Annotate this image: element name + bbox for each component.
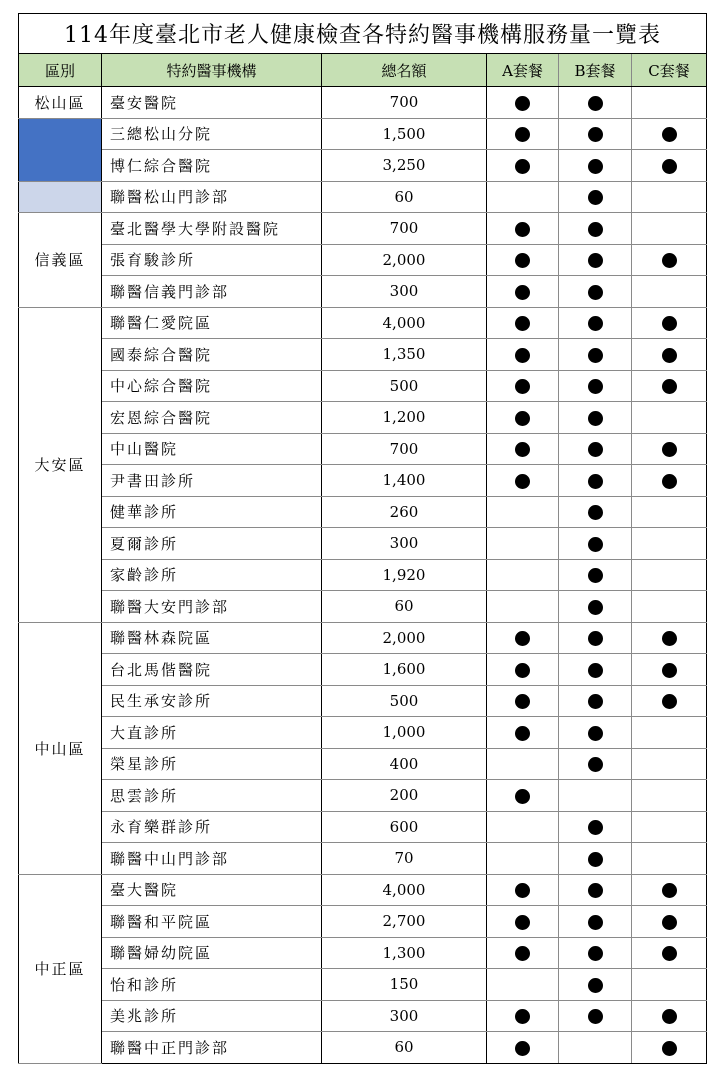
institution-name-cell[interactable]: 家齡診所 <box>102 559 322 591</box>
filled-circle-icon <box>515 253 530 268</box>
filled-circle-icon <box>588 915 603 930</box>
package-c-cell[interactable] <box>632 559 707 591</box>
institution-name-cell[interactable]: 夏爾診所 <box>102 528 322 560</box>
package-c-cell[interactable] <box>632 1000 707 1032</box>
table-row <box>19 654 707 686</box>
package-c-cell[interactable] <box>632 181 707 213</box>
total-quota-cell[interactable]: 4,000 <box>322 307 487 339</box>
table-row <box>19 1032 707 1064</box>
total-quota-cell[interactable]: 700 <box>322 433 487 465</box>
institution-name-cell[interactable]: 聯醫松山門診部 <box>102 181 322 213</box>
table-row <box>19 622 707 654</box>
package-b-cell[interactable] <box>559 150 632 182</box>
package-c-cell[interactable] <box>632 654 707 686</box>
table-row <box>19 874 707 906</box>
package-a-cell[interactable] <box>487 87 559 119</box>
district-cell-selected[interactable] <box>19 118 102 181</box>
table-row <box>19 969 707 1001</box>
filled-circle-icon <box>588 316 603 331</box>
package-c-cell[interactable] <box>632 213 707 245</box>
package-a-cell[interactable] <box>487 433 559 465</box>
district-cell[interactable]: 中山區 <box>19 622 102 874</box>
filled-circle-icon <box>515 222 530 237</box>
total-quota-cell[interactable]: 1,600 <box>322 654 487 686</box>
package-c-cell[interactable] <box>632 433 707 465</box>
institution-name-cell[interactable]: 聯醫和平院區 <box>102 906 322 938</box>
package-c-cell[interactable] <box>632 276 707 308</box>
table-title: 114年度臺北市老人健康檢查各特約醫事機構服務量一覽表 <box>19 14 707 54</box>
total-quota-cell[interactable]: 1,500 <box>322 118 487 150</box>
filled-circle-icon <box>515 379 530 394</box>
package-a-cell[interactable] <box>487 559 559 591</box>
package-a-cell[interactable] <box>487 244 559 276</box>
total-quota-cell[interactable]: 300 <box>322 1000 487 1032</box>
table-row <box>19 496 707 528</box>
package-a-cell[interactable] <box>487 150 559 182</box>
total-quota-cell[interactable]: 600 <box>322 811 487 843</box>
package-c-cell[interactable] <box>632 906 707 938</box>
filled-circle-icon <box>515 946 530 961</box>
table-row <box>19 118 707 150</box>
table-row <box>19 685 707 717</box>
package-c-cell[interactable] <box>632 874 707 906</box>
institution-name-cell[interactable]: 中心綜合醫院 <box>102 370 322 402</box>
table-row <box>19 1000 707 1032</box>
package-c-cell[interactable] <box>632 811 707 843</box>
package-b-cell[interactable] <box>559 559 632 591</box>
table-row <box>19 465 707 497</box>
package-c-cell[interactable] <box>632 591 707 623</box>
institution-name-cell[interactable]: 怡和診所 <box>102 969 322 1001</box>
package-a-cell[interactable] <box>487 370 559 402</box>
table-row <box>19 748 707 780</box>
institution-name-cell[interactable]: 民生承安診所 <box>102 685 322 717</box>
package-c-cell[interactable] <box>632 339 707 371</box>
filled-circle-icon <box>588 694 603 709</box>
total-quota-cell[interactable]: 200 <box>322 780 487 812</box>
package-c-cell[interactable] <box>632 496 707 528</box>
total-quota-cell[interactable]: 3,250 <box>322 150 487 182</box>
total-quota-cell[interactable]: 1,920 <box>322 559 487 591</box>
package-b-cell[interactable] <box>559 654 632 686</box>
total-quota-cell[interactable]: 1,000 <box>322 717 487 749</box>
package-c-cell[interactable] <box>632 1032 707 1064</box>
table-row <box>19 87 707 119</box>
filled-circle-icon <box>515 348 530 363</box>
institution-name-cell[interactable]: 聯醫大安門診部 <box>102 591 322 623</box>
district-cell[interactable]: 松山區 <box>19 87 102 119</box>
filled-circle-icon <box>662 1009 677 1024</box>
total-quota-cell[interactable]: 4,000 <box>322 874 487 906</box>
filled-circle-icon <box>662 127 677 142</box>
package-b-cell[interactable] <box>559 528 632 560</box>
table-row <box>19 150 707 182</box>
filled-circle-icon <box>515 631 530 646</box>
package-b-cell[interactable] <box>559 339 632 371</box>
package-a-cell[interactable] <box>487 748 559 780</box>
package-c-cell[interactable] <box>632 717 707 749</box>
package-c-cell[interactable] <box>632 118 707 150</box>
package-a-cell[interactable] <box>487 402 559 434</box>
filled-circle-icon <box>515 663 530 678</box>
filled-circle-icon <box>662 159 677 174</box>
filled-circle-icon <box>515 883 530 898</box>
filled-circle-icon <box>662 946 677 961</box>
total-quota-cell[interactable]: 150 <box>322 969 487 1001</box>
header-row <box>19 54 707 87</box>
filled-circle-icon <box>588 253 603 268</box>
total-quota-cell[interactable]: 260 <box>322 496 487 528</box>
package-a-cell[interactable] <box>487 622 559 654</box>
package-b-cell[interactable] <box>559 906 632 938</box>
header-package-c: C套餐 <box>632 54 707 87</box>
district-cell[interactable]: 信義區 <box>19 213 102 308</box>
package-b-cell[interactable] <box>559 969 632 1001</box>
table-row <box>19 213 707 245</box>
institution-name-cell[interactable]: 博仁綜合醫院 <box>102 150 322 182</box>
filled-circle-icon <box>588 285 603 300</box>
filled-circle-icon <box>588 348 603 363</box>
filled-circle-icon <box>588 978 603 993</box>
package-a-cell[interactable] <box>487 969 559 1001</box>
filled-circle-icon <box>588 663 603 678</box>
package-a-cell[interactable] <box>487 118 559 150</box>
filled-circle-icon <box>515 726 530 741</box>
package-a-cell[interactable] <box>487 906 559 938</box>
total-quota-cell[interactable]: 60 <box>322 1032 487 1064</box>
total-quota-cell[interactable]: 2,000 <box>322 244 487 276</box>
package-b-cell[interactable] <box>559 307 632 339</box>
filled-circle-icon <box>588 190 603 205</box>
package-a-cell[interactable] <box>487 843 559 875</box>
package-b-cell[interactable] <box>559 433 632 465</box>
table-row <box>19 906 707 938</box>
package-a-cell[interactable] <box>487 213 559 245</box>
package-a-cell[interactable] <box>487 591 559 623</box>
filled-circle-icon <box>588 757 603 772</box>
package-c-cell[interactable] <box>632 402 707 434</box>
filled-circle-icon <box>515 442 530 457</box>
package-a-cell[interactable] <box>487 307 559 339</box>
package-a-cell[interactable] <box>487 1000 559 1032</box>
filled-circle-icon <box>588 820 603 835</box>
package-c-cell[interactable] <box>632 150 707 182</box>
table-row <box>19 559 707 591</box>
filled-circle-icon <box>588 411 603 426</box>
district-cell-selected-light[interactable] <box>19 181 102 213</box>
institution-name-cell[interactable]: 大直診所 <box>102 717 322 749</box>
package-c-cell[interactable] <box>632 843 707 875</box>
total-quota-cell[interactable]: 60 <box>322 591 487 623</box>
filled-circle-icon <box>588 442 603 457</box>
table-row <box>19 717 707 749</box>
institution-name-cell[interactable]: 三總松山分院 <box>102 118 322 150</box>
package-a-cell[interactable] <box>487 654 559 686</box>
total-quota-cell[interactable]: 1,350 <box>322 339 487 371</box>
filled-circle-icon <box>588 631 603 646</box>
table-row <box>19 244 707 276</box>
package-a-cell[interactable] <box>487 339 559 371</box>
filled-circle-icon <box>662 348 677 363</box>
total-quota-cell[interactable]: 60 <box>322 181 487 213</box>
institution-name-cell[interactable]: 尹書田診所 <box>102 465 322 497</box>
filled-circle-icon <box>515 411 530 426</box>
package-a-cell[interactable] <box>487 811 559 843</box>
district-cell[interactable]: 大安區 <box>19 307 102 622</box>
table-row <box>19 811 707 843</box>
filled-circle-icon <box>588 883 603 898</box>
package-b-cell[interactable] <box>559 591 632 623</box>
package-b-cell[interactable] <box>559 213 632 245</box>
package-b-cell[interactable] <box>559 811 632 843</box>
filled-circle-icon <box>662 915 677 930</box>
institution-name-cell[interactable]: 聯醫仁愛院區 <box>102 307 322 339</box>
table-row <box>19 528 707 560</box>
filled-circle-icon <box>588 474 603 489</box>
filled-circle-icon <box>588 379 603 394</box>
filled-circle-icon <box>515 789 530 804</box>
package-c-cell[interactable] <box>632 748 707 780</box>
service-volume-table-container <box>18 13 706 1064</box>
table-body <box>19 87 707 1064</box>
filled-circle-icon <box>662 631 677 646</box>
package-b-cell[interactable] <box>559 118 632 150</box>
package-b-cell[interactable] <box>559 370 632 402</box>
institution-name-cell[interactable]: 張育駿診所 <box>102 244 322 276</box>
filled-circle-icon <box>662 663 677 678</box>
filled-circle-icon <box>515 159 530 174</box>
institution-name-cell[interactable]: 宏恩綜合醫院 <box>102 402 322 434</box>
filled-circle-icon <box>588 852 603 867</box>
header-district: 區別 <box>19 54 102 87</box>
package-c-cell[interactable] <box>632 465 707 497</box>
package-a-cell[interactable] <box>487 685 559 717</box>
header-package-b: B套餐 <box>559 54 632 87</box>
filled-circle-icon <box>588 1009 603 1024</box>
package-c-cell[interactable] <box>632 244 707 276</box>
total-quota-cell[interactable]: 1,400 <box>322 465 487 497</box>
package-b-cell[interactable] <box>559 465 632 497</box>
district-cell[interactable]: 中正區 <box>19 874 102 1063</box>
filled-circle-icon <box>515 1041 530 1056</box>
package-a-cell[interactable] <box>487 181 559 213</box>
table-row <box>19 181 707 213</box>
package-a-cell[interactable] <box>487 1032 559 1064</box>
package-a-cell[interactable] <box>487 937 559 969</box>
package-b-cell[interactable] <box>559 1000 632 1032</box>
package-c-cell[interactable] <box>632 937 707 969</box>
package-c-cell[interactable] <box>632 969 707 1001</box>
package-c-cell[interactable] <box>632 780 707 812</box>
total-quota-cell[interactable]: 1,200 <box>322 402 487 434</box>
institution-name-cell[interactable]: 永育樂群診所 <box>102 811 322 843</box>
total-quota-cell[interactable]: 2,700 <box>322 906 487 938</box>
table-row <box>19 276 707 308</box>
package-b-cell[interactable] <box>559 937 632 969</box>
total-quota-cell[interactable]: 1,300 <box>322 937 487 969</box>
service-volume-table <box>18 13 707 1064</box>
filled-circle-icon <box>662 379 677 394</box>
table-row <box>19 307 707 339</box>
institution-name-cell[interactable]: 國泰綜合醫院 <box>102 339 322 371</box>
filled-circle-icon <box>515 96 530 111</box>
package-b-cell[interactable] <box>559 748 632 780</box>
package-b-cell[interactable] <box>559 181 632 213</box>
filled-circle-icon <box>588 568 603 583</box>
filled-circle-icon <box>515 915 530 930</box>
table-row <box>19 780 707 812</box>
table-row <box>19 937 707 969</box>
filled-circle-icon <box>662 883 677 898</box>
package-c-cell[interactable] <box>632 87 707 119</box>
filled-circle-icon <box>588 600 603 615</box>
header-institution: 特約醫事機構 <box>102 54 322 87</box>
filled-circle-icon <box>588 222 603 237</box>
total-quota-cell[interactable]: 500 <box>322 370 487 402</box>
total-quota-cell[interactable]: 300 <box>322 528 487 560</box>
filled-circle-icon <box>662 694 677 709</box>
package-a-cell[interactable] <box>487 780 559 812</box>
institution-name-cell[interactable]: 健華診所 <box>102 496 322 528</box>
package-a-cell[interactable] <box>487 717 559 749</box>
filled-circle-icon <box>588 127 603 142</box>
institution-name-cell[interactable]: 榮星診所 <box>102 748 322 780</box>
institution-name-cell[interactable]: 聯醫中山門診部 <box>102 843 322 875</box>
package-b-cell[interactable] <box>559 496 632 528</box>
total-quota-cell[interactable]: 70 <box>322 843 487 875</box>
package-b-cell[interactable] <box>559 780 632 812</box>
filled-circle-icon <box>588 159 603 174</box>
filled-circle-icon <box>588 537 603 552</box>
institution-name-cell[interactable]: 台北馬偕醫院 <box>102 654 322 686</box>
table-row <box>19 339 707 371</box>
filled-circle-icon <box>588 946 603 961</box>
package-b-cell[interactable] <box>559 717 632 749</box>
package-a-cell[interactable] <box>487 465 559 497</box>
filled-circle-icon <box>588 505 603 520</box>
table-row <box>19 402 707 434</box>
package-a-cell[interactable] <box>487 874 559 906</box>
total-quota-cell[interactable]: 500 <box>322 685 487 717</box>
filled-circle-icon <box>662 253 677 268</box>
filled-circle-icon <box>662 1041 677 1056</box>
institution-name-cell[interactable]: 聯醫信義門診部 <box>102 276 322 308</box>
institution-name-cell[interactable]: 思雲診所 <box>102 780 322 812</box>
package-a-cell[interactable] <box>487 496 559 528</box>
institution-name-cell[interactable]: 臺大醫院 <box>102 874 322 906</box>
header-package-a: A套餐 <box>487 54 559 87</box>
filled-circle-icon <box>515 1009 530 1024</box>
table-row <box>19 433 707 465</box>
filled-circle-icon <box>515 316 530 331</box>
package-b-cell[interactable] <box>559 685 632 717</box>
total-quota-cell[interactable]: 300 <box>322 276 487 308</box>
filled-circle-icon <box>515 694 530 709</box>
package-c-cell[interactable] <box>632 622 707 654</box>
filled-circle-icon <box>515 474 530 489</box>
package-c-cell[interactable] <box>632 685 707 717</box>
total-quota-cell[interactable]: 2,000 <box>322 622 487 654</box>
package-a-cell[interactable] <box>487 276 559 308</box>
package-b-cell[interactable] <box>559 1032 632 1064</box>
filled-circle-icon <box>662 316 677 331</box>
package-b-cell[interactable] <box>559 244 632 276</box>
institution-name-cell[interactable]: 美兆診所 <box>102 1000 322 1032</box>
package-c-cell[interactable] <box>632 528 707 560</box>
header-total: 總名額 <box>322 54 487 87</box>
institution-name-cell[interactable]: 聯醫婦幼院區 <box>102 937 322 969</box>
total-quota-cell[interactable]: 700 <box>322 213 487 245</box>
filled-circle-icon <box>662 474 677 489</box>
filled-circle-icon <box>662 442 677 457</box>
filled-circle-icon <box>515 285 530 300</box>
filled-circle-icon <box>588 96 603 111</box>
package-b-cell[interactable] <box>559 402 632 434</box>
package-c-cell[interactable] <box>632 370 707 402</box>
total-quota-cell[interactable]: 400 <box>322 748 487 780</box>
filled-circle-icon <box>515 127 530 142</box>
total-quota-cell[interactable]: 700 <box>322 87 487 119</box>
package-c-cell[interactable] <box>632 307 707 339</box>
institution-name-cell[interactable]: 臺北醫學大學附設醫院 <box>102 213 322 245</box>
filled-circle-icon <box>588 726 603 741</box>
institution-name-cell[interactable]: 聯醫林森院區 <box>102 622 322 654</box>
package-b-cell[interactable] <box>559 874 632 906</box>
institution-name-cell[interactable]: 聯醫中正門診部 <box>102 1032 322 1064</box>
package-b-cell[interactable] <box>559 843 632 875</box>
package-a-cell[interactable] <box>487 528 559 560</box>
institution-name-cell[interactable]: 中山醫院 <box>102 433 322 465</box>
table-row <box>19 370 707 402</box>
package-b-cell[interactable] <box>559 276 632 308</box>
table-row <box>19 843 707 875</box>
package-b-cell[interactable] <box>559 622 632 654</box>
table-row <box>19 591 707 623</box>
institution-name-cell[interactable]: 臺安醫院 <box>102 87 322 119</box>
package-b-cell[interactable] <box>559 87 632 119</box>
